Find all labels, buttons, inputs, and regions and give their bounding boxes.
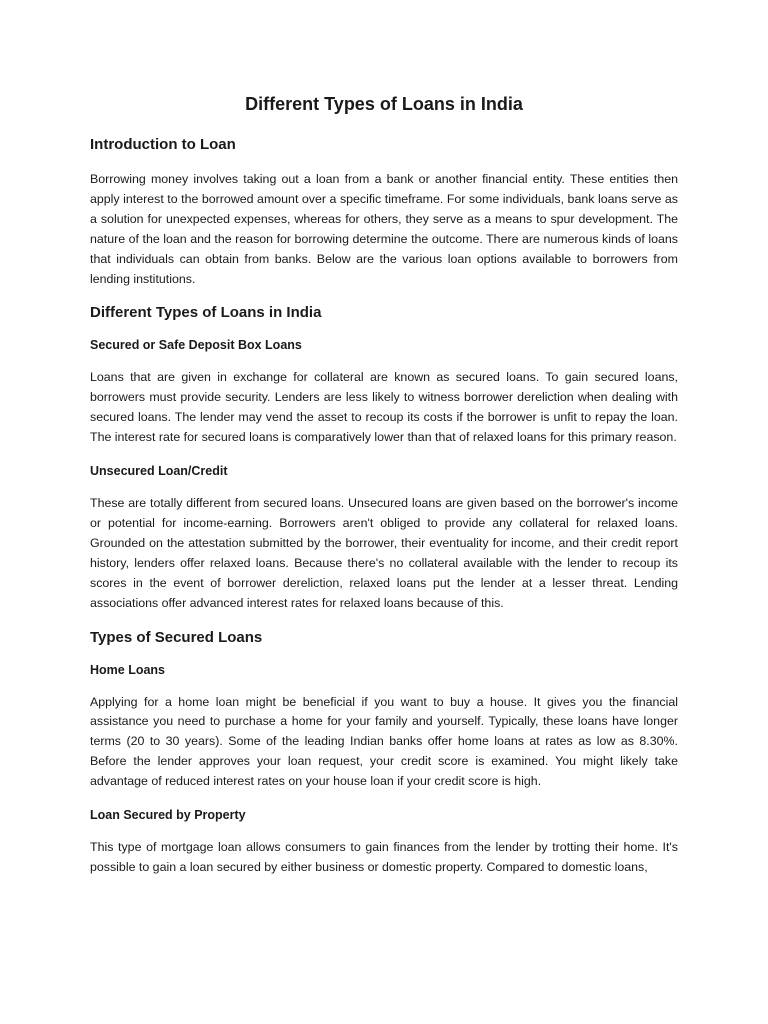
heading-home-loans: Home Loans	[90, 662, 166, 677]
paragraph-introduction: Borrowing money involves taking out a loan from a bank or another financial entity. These entities then apply interest to the borrowed amount over a specific timeframe. For some individuals, bank loans serve as a solution for unexpected expenses, whereas for others, they serve as a means to spur development. The nature of the loan and the reason for borrowing determine the outcome. There are numerous kinds of loans that individuals can obtain from banks. Below are the various loan options available to borrowers from lending institutions.	[90, 172, 678, 286]
heading-secured-loans: Secured or Safe Deposit Box Loans	[90, 338, 302, 353]
document-title: Different Types of Loans in India	[245, 94, 523, 114]
heading-types-of-secured-loans: Types of Secured Loans	[90, 628, 263, 646]
heading-unsecured-loans: Unsecured Loan/Credit	[90, 464, 228, 479]
paragraph-secured-loans: Loans that are given in exchange for collateral are known as secured loans. To gain secured loans, borrowers must provide security. Lenders are less likely to witness borrower dereliction when dealing with secured loans. The lender may vend the asset to recoup its costs if the borrower is unfit to repay the loan. The interest rate for secured loans is comparatively lower than that of relaxed loans for this primary reason.	[90, 370, 678, 445]
heading-loan-secured-by-property: Loan Secured by Property	[90, 808, 246, 823]
paragraph-home-loans: Applying for a home loan might be beneficial if you want to buy a house. It gives you the financial assistance you need to purchase a home for your family and yourself. Typically, these loans have longer terms (20 to 30 years). Some of the leading Indian banks offer home loans at rates as low as 8.30%. Before the lender approves your loan request, your credit score is examined. You might likely take advantage of reduced interest rates on your house loan if your credit score is high.	[90, 694, 678, 789]
heading-introduction: Introduction to Loan	[90, 136, 236, 153]
document-page	[90, 92, 678, 892]
paragraph-unsecured-loans: These are totally different from secured loans. Unsecured loans are given based on the borrower's income or potential for income-earning. Borrowers aren't obliged to provide any collateral for relaxed loans. Grounded on the attestation submitted by the borrower, their eventuality for income, and their credit report history, lenders offer relaxed loans. Because there's no collateral available with the lender to recoup its scores in the event of borrower dereliction, relaxed loans put the lender at a lesser threat. Lending associations offer advanced interest rates for relaxed loans because of this.	[90, 496, 678, 610]
paragraph-loan-secured-by-property: This type of mortgage loan allows consumers to gain finances from the lender by trotting their home. It's possible to gain a loan secured by either business or domestic property. Compared to domestic loans,	[90, 840, 678, 874]
heading-types-of-loans: Different Types of Loans in India	[90, 304, 322, 322]
